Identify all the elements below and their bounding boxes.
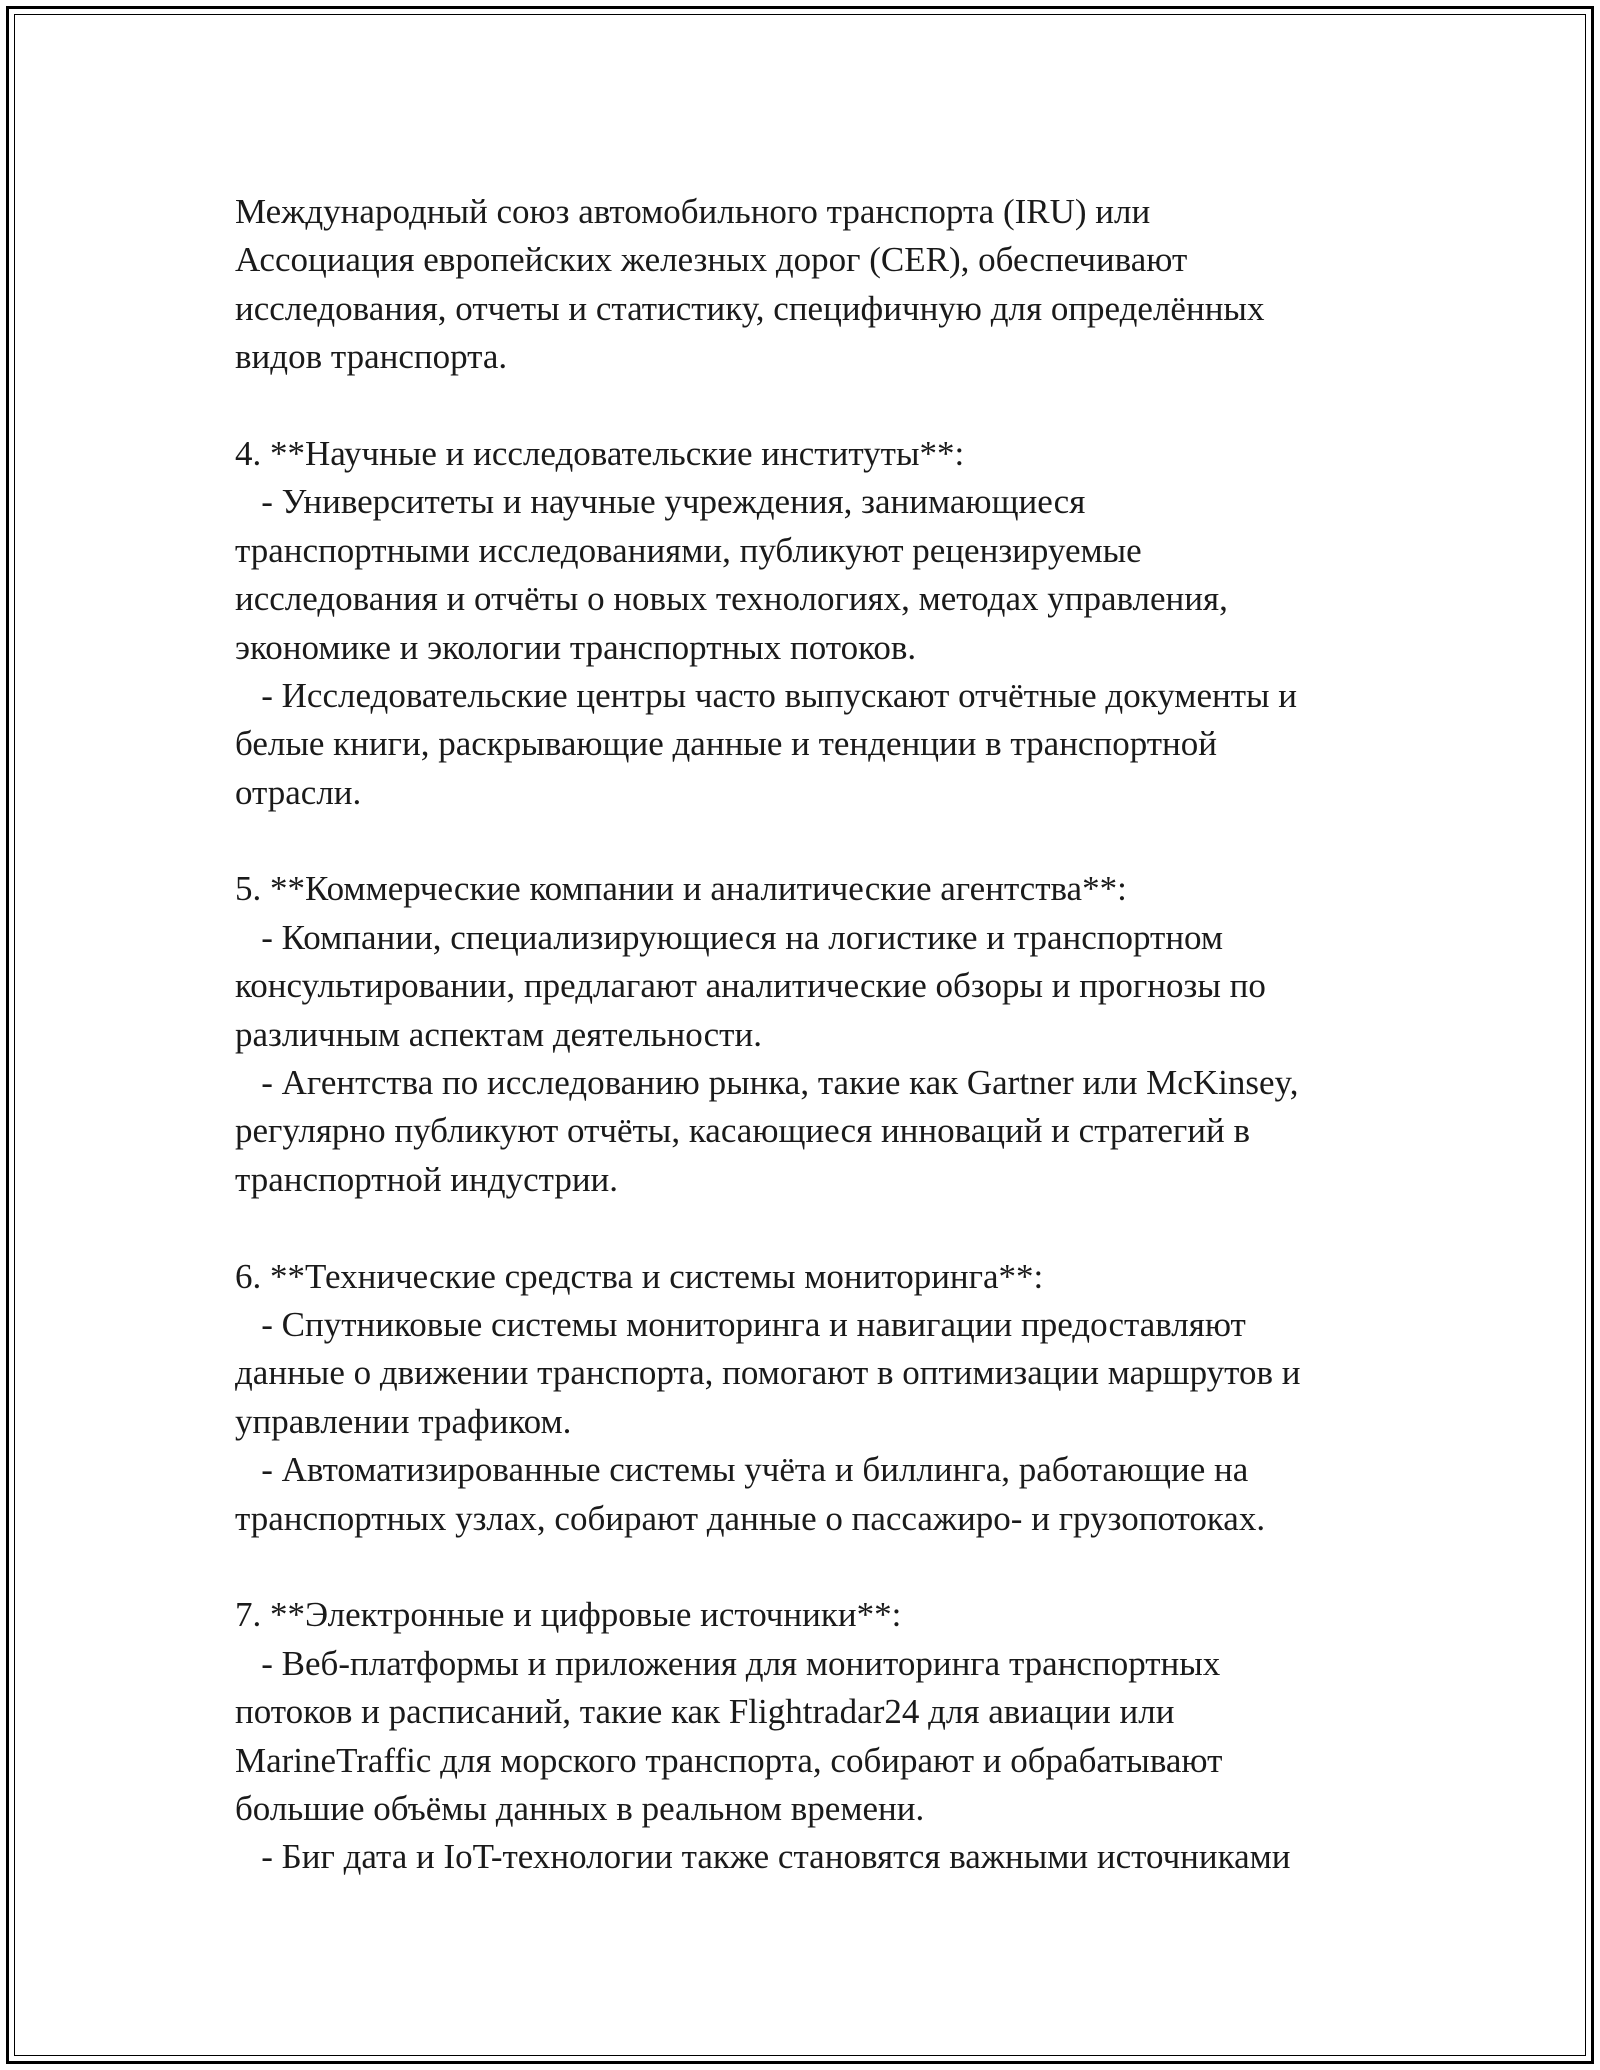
text-line: - Веб-платформы и приложения для мониторинга транспортных [235, 1643, 1221, 1683]
blank-line [235, 817, 1375, 865]
text-line: - Агентства по исследованию рынка, такие как Gartner или McKinsey, [235, 1063, 1299, 1103]
blank-line [235, 1204, 1375, 1252]
text-line: Международный союз автомобильного транспорта (IRU) или [235, 192, 1151, 231]
text-line: - Университеты и научные учреждения, занимающиеся [235, 482, 1086, 522]
text-line: Ассоциация европейских железных дорог (CER), обеспечивают [235, 240, 1188, 280]
text-line: потоков и расписаний, такие как Flightradar24 для авиации или [235, 1692, 1175, 1732]
document-body [235, 188, 1375, 1882]
text-line: - Спутниковые системы мониторинга и навигации предоставляют [235, 1304, 1246, 1344]
text-line: транспортной индустрии. [235, 1159, 619, 1199]
text-line: - Исследовательские центры часто выпускают отчётные документы и [235, 675, 1297, 715]
text-line: - Биг дата и IoT-технологии также становятся важными источниками [235, 1837, 1291, 1877]
text-line: транспортными исследованиями, публикуют рецензируемые [235, 530, 1142, 570]
text-line: большие объёмы данных в реальном времени. [235, 1788, 925, 1828]
section-heading-7: 7. **Электронные и цифровые источники**: [235, 1595, 902, 1635]
text-line: исследования и отчёты о новых технологиях, методах управления, [235, 579, 1228, 619]
text-line: белые книги, раскрывающие данные и тенденции в транспортной [235, 724, 1217, 764]
section-heading-4: 4. **Научные и исследовательские институты**: [235, 433, 965, 473]
blank-line [235, 382, 1375, 430]
text-line: отрасли. [235, 772, 362, 812]
section-heading-5: 5. **Коммерческие компании и аналитические агентства**: [235, 869, 1127, 909]
text-line: регулярно публикуют отчёты, касающиеся инноваций и стратегий в [235, 1111, 1250, 1151]
text-line: консультировании, предлагают аналитические обзоры и прогнозы по [235, 966, 1266, 1006]
text-line: различным аспектам деятельности. [235, 1014, 762, 1054]
text-line: - Автоматизированные системы учёта и биллинга, работающие на [235, 1450, 1249, 1490]
text-line: транспортных узлах, собирают данные о пассажиро- и грузопотоках. [235, 1498, 1266, 1538]
text-line: экономике и экологии транспортных потоков. [235, 627, 917, 667]
text-line: MarineTraffic для морского транспорта, собирают и обрабатывают [235, 1740, 1223, 1780]
text-line: - Компании, специализирующиеся на логистике и транспортном [235, 917, 1224, 957]
text-line: управлении трафиком. [235, 1401, 572, 1441]
section-heading-6: 6. **Технические средства и системы мониторинга**: [235, 1256, 1044, 1296]
text-line: данные о движении транспорта, помогают в оптимизации маршрутов и [235, 1353, 1301, 1393]
text-line: исследования, отчеты и статистику, специфичную для определённых [235, 288, 1265, 328]
text-line: видов транспорта. [235, 337, 508, 377]
blank-line [235, 1543, 1375, 1591]
